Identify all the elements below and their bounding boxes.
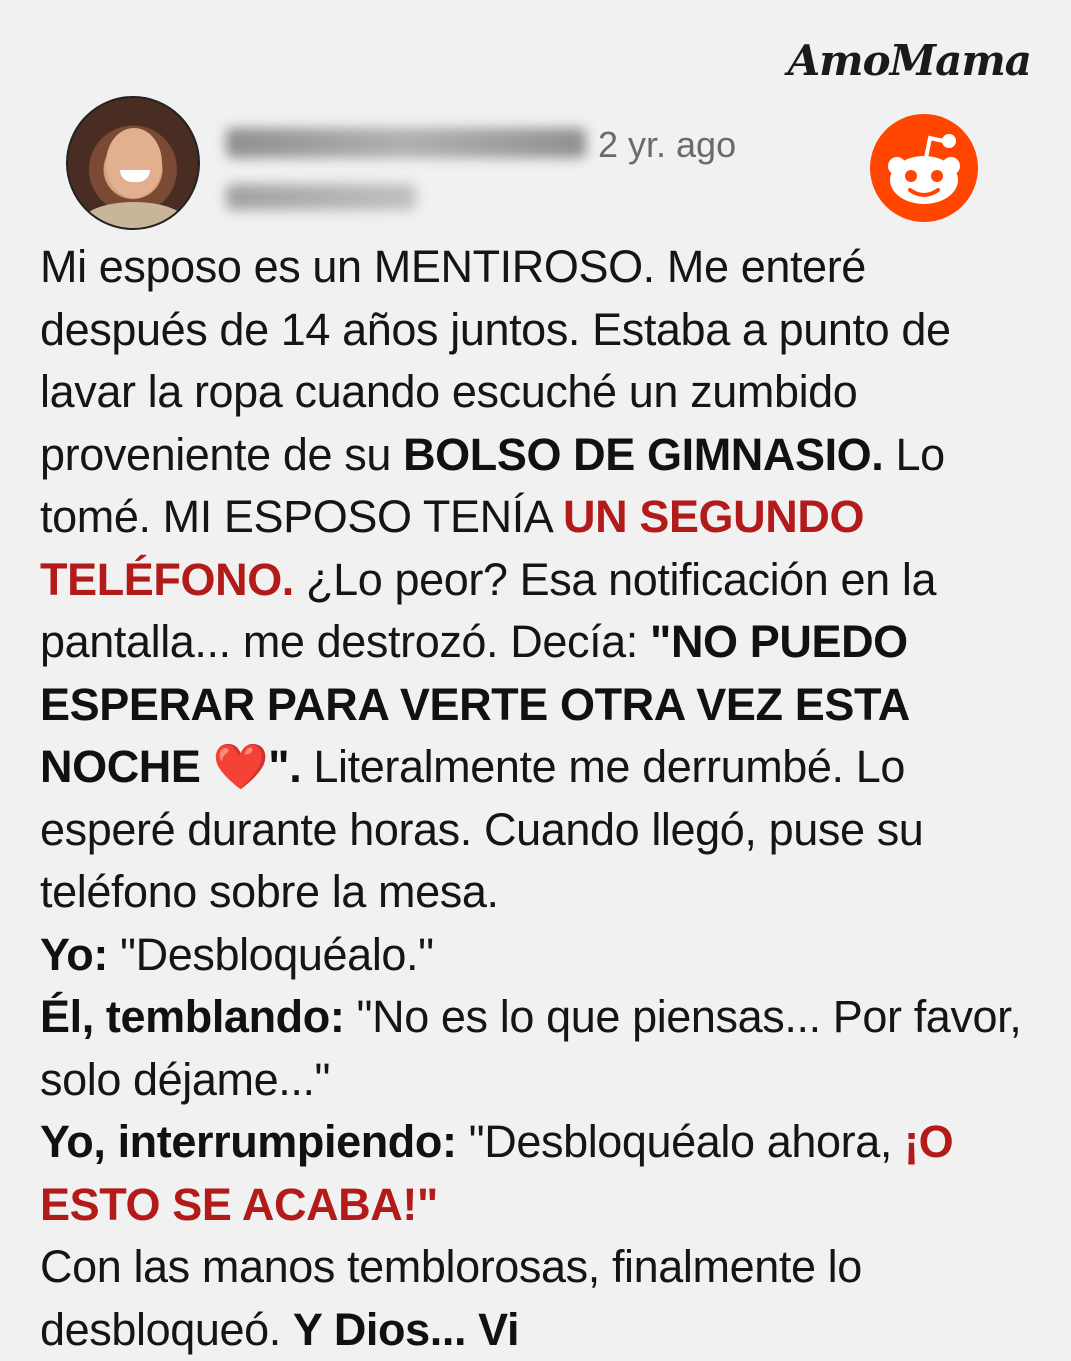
speaker-label: Yo:: [40, 928, 108, 980]
post-timestamp: 2 yr. ago: [598, 124, 737, 165]
post-highlight-text: UN SEGUNDO TELÉFONO.: [40, 491, 865, 605]
post-bold-text: BOLSO DE GIMNASIO.: [403, 428, 884, 480]
dialogue-line: [40, 986, 1030, 1111]
post-highlight-text: ¡O ESTO SE ACABA!": [40, 1116, 954, 1230]
dialogue-text: "Desbloquéalo ahora,: [456, 1116, 905, 1167]
dialogue-text: "Desbloquéalo.": [107, 928, 434, 980]
post-paragraph-1: [40, 236, 1030, 924]
post-body: [40, 236, 1030, 1361]
amomama-logo: AmoMama: [787, 36, 1031, 85]
avatar-shirt: [82, 202, 186, 230]
speaker-label: Yo, interrumpiendo:: [40, 1116, 457, 1167]
username-redacted[interactable]: [226, 128, 586, 158]
post-text: Literalmente me derrumbé. Lo esperé durante horas. Cuando llegó, puse su teléfono sobre la mesa.: [40, 741, 924, 917]
dialogue-line: [40, 1111, 1030, 1236]
speaker-label: Él, temblando:: [40, 991, 345, 1042]
post-paragraph-2: [40, 1236, 1030, 1361]
post-text: Mi esposo es un MENTIROSO. Me enteré después de 14 años juntos. Estaba a punto de lavar la ropa cuando escuché un zumbido proveniente de su: [40, 241, 951, 480]
user-avatar[interactable]: [66, 96, 200, 230]
avatar-face: [106, 128, 162, 198]
post-text: ¿Lo peor? Esa notificación en la pantalla... me destrozó. Decía:: [40, 553, 937, 667]
heart-icon: ❤️: [212, 741, 269, 792]
post-text: Lo tomé. MI ESPOSO TENÍA: [40, 428, 945, 542]
dialogue-line: [40, 924, 1030, 987]
post-bold-text: Y Dios... Vi: [292, 1303, 520, 1355]
post-header: [66, 98, 996, 218]
post-bold-quote: "NO PUEDO ESPERAR PARA VERTE OTRA VEZ ESTA NOCHE: [40, 616, 909, 792]
user-subline-redacted: [226, 184, 416, 210]
post-text: Con las manos temblorosas, finalmente lo desbloqueó.: [40, 1241, 862, 1355]
reddit-icon: [870, 114, 978, 222]
post-bold-quote-end: ".: [268, 741, 302, 792]
dialogue-text: "No es lo que piensas... Por favor, solo déjame...": [40, 991, 1022, 1105]
